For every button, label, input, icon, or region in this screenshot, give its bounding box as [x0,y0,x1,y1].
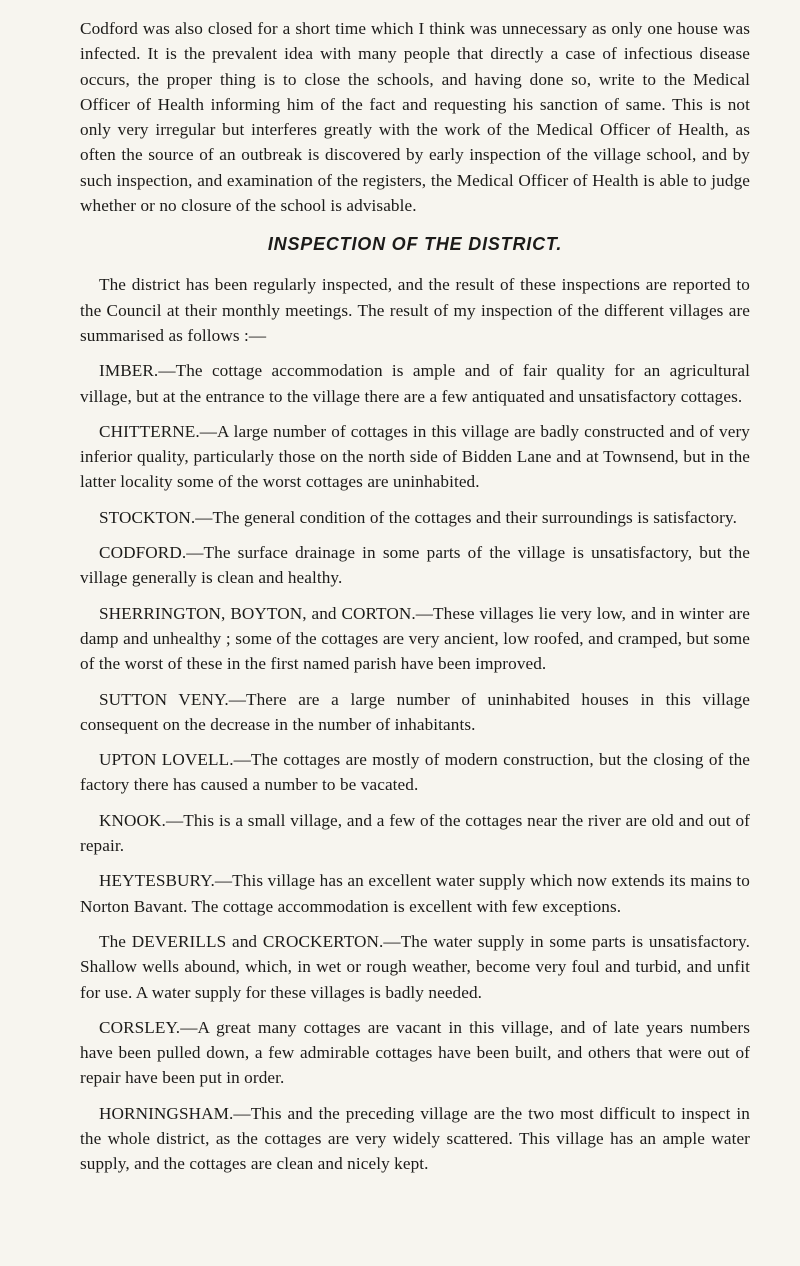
village-paragraph-horningsham: HORNINGSHAM.—This and the preceding village are the two most difficult to inspect in the whole district, as the cottages are very widely scattered. This village has an ample water supply, and the cottages are clean and nicely kept. [80,1103,750,1174]
village-paragraph-heytesbury: HEYTESBURY.—This village has an excellent water supply which now extends its mains to Norton Bavant. The cottage accommodation is excellent with few exceptions. [80,871,750,916]
village-paragraph-upton-lovell: UPTON LOVELL.—The cottages are mostly of modern construction, but the closing of the factory there has caused a number to be vacated. [80,750,750,795]
village-paragraph-stockton: STOCKTON.—The general condition of the cottages and their surroundings is satisfactory. [99,507,737,527]
village-paragraph-knook: KNOOK.—This is a small village, and a few of the cottages near the river are old and out of repair. [80,810,750,856]
section-heading: INSPECTION OF THE DISTRICT. [267,234,563,255]
intro-paragraph: Codford was also closed for a short time which I think was unnecessary as only one house was infected. It is the prevalent idea with many people that directly a case of infectious disease occurs, the proper thing is to close the schools, and having done so, write to the Medical Officer of Health informing him of the fact and requesting his sanction of same. This is not only very irregular but interferes greatly with the work of the Medical Officer of Health, as often the source of an outbreak is discovered by early inspection of the village school, and by such inspection, and examination of the registers, the Medical Officer of Health is able to judge whether or no closure of the school is advisable. [80,19,750,216]
village-paragraph-chitterne: CHITTERNE.—A large number of cottages in this village are badly constructed and of very inferior quality, particularly those on the north side of Bidden Lane and at Townsend, but in the latter locality some of the worst cottages are uninhabited. [80,421,750,492]
village-paragraph-sutton-veny: SUTTON VENY.—There are a large number of uninhabited houses in this village consequent on the decrease in the number of inhabitants. [80,689,750,734]
village-paragraph-codford: CODFORD.—The surface drainage in some parts of the village is unsatisfactory, but the village generally is clean and healthy. [80,543,750,588]
village-paragraph-imber: IMBER.—The cottage accommodation is ample and of fair quality for an agricultural village, but at the entrance to the village there are a few antiquated and unsatisfactory cottages. [80,361,750,406]
village-paragraph-deverills: The DEVERILLS and CROCKERTON.—The water supply in some parts is unsatisfactory. Shallow wells abound, which, in wet or rough weather, become very foul and turbid, and unfit for use. A water supply for these villages is badly needed. [80,931,750,1002]
village-paragraph-sherrington: SHERRINGTON, BOYTON, and CORTON.—These villages lie very low, and in winter are damp and unhealthy ; some of the cottages are very ancient, low roofed, and cramped, but some of the worst of these in the first named parish have been improved. [80,603,750,674]
section-intro-paragraph: The district has been regularly inspected, and the result of these inspections are reported to the Council at their monthly meetings. The result of my inspection of the different villages are summarised as follows :— [80,275,750,345]
village-paragraph-corsley: CORSLEY.—A great many cottages are vacant in this village, and of late years numbers have been pulled down, a few admirable cottages have been built, and others that were out of repair have been put in order. [80,1017,750,1088]
